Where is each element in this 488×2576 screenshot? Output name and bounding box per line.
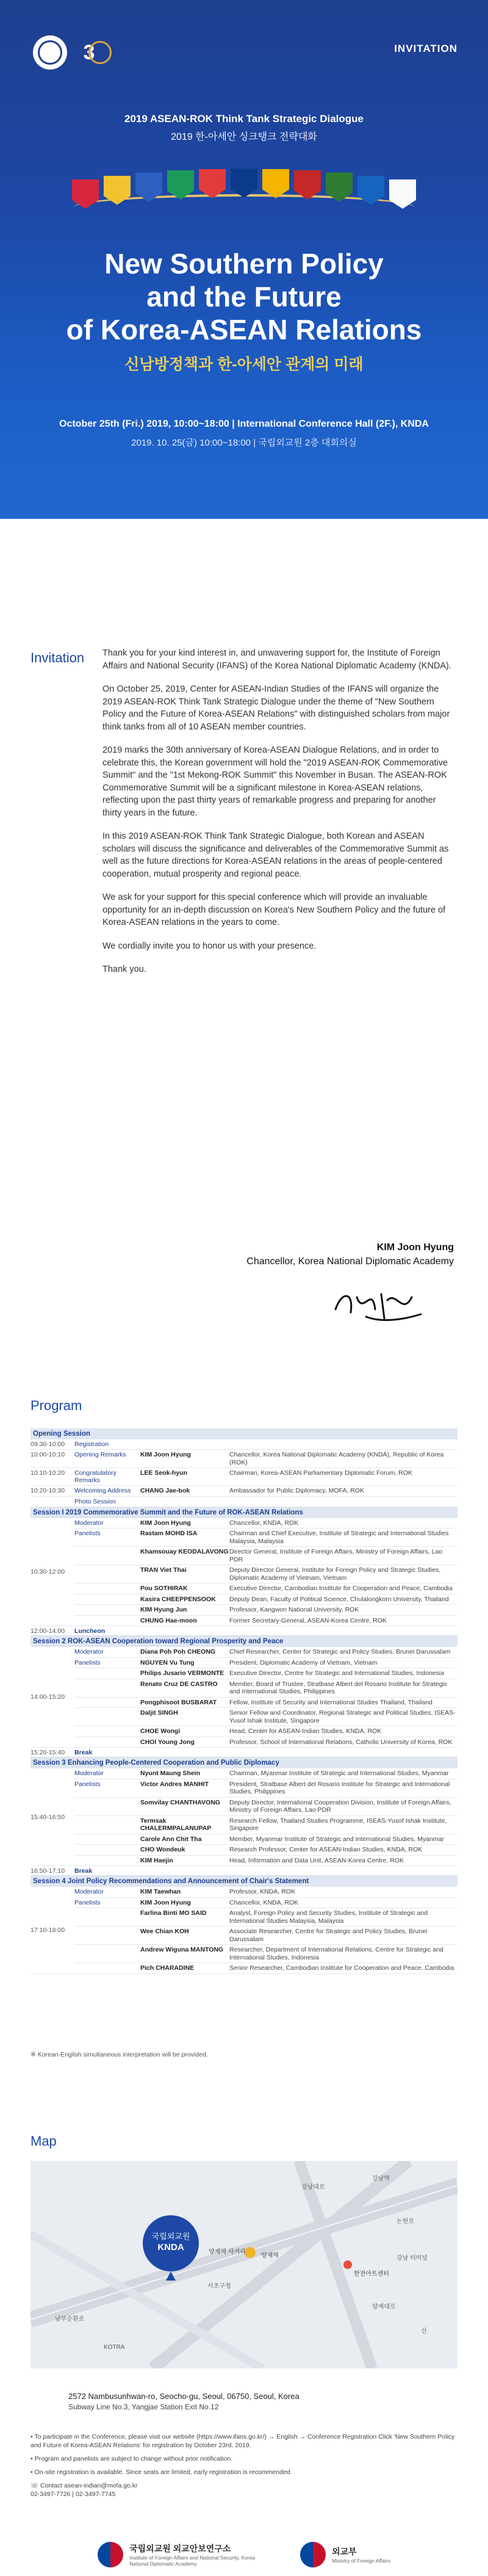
asean-flag-row	[0, 156, 488, 230]
session-time: 17:10-18:00	[30, 1887, 74, 1974]
program-aff: Executive Director, Centre for Strategic and International Studies, Indonesia	[229, 1670, 444, 1677]
program-name: Farlina Binti MO SAID	[140, 1909, 207, 1917]
venue-label-ko: 국립외교원	[151, 2232, 190, 2241]
program-aff: Deputy Director, International Cooperation Division, Institute of Foreign Affairs, Ministry of Foreign Affairs, Lao PDR	[229, 1798, 451, 1814]
program-role	[74, 1737, 140, 1748]
break-row	[30, 1748, 458, 1757]
program-role: Panelists	[74, 1898, 101, 1906]
program-row	[74, 1668, 458, 1679]
note-item: • To participate in the Conference, please visit our website (https://www.ifans.go.kr/) → English → Conference Registration Click 'New Southern Policy and Future of Korea-ASEAN Relations' for registration by October 23rd, 2019.	[30, 2433, 455, 2449]
map-label: 서초구청	[207, 2283, 231, 2290]
program-name: CHANG Jae-bok	[140, 1487, 190, 1494]
program-name	[140, 1439, 229, 1449]
program-aff: Deputy Dean, Faculty of Political Science, Chulalongkorn University, Thailand	[229, 1595, 449, 1603]
program-row	[74, 1768, 458, 1779]
break-row	[30, 1626, 458, 1636]
session-title: Session 4 Joint Policy Recommendations and Announcement of Chair's Statement	[30, 1876, 458, 1887]
program-name: KIM Hyung Jun	[140, 1606, 187, 1613]
program-row	[74, 1834, 458, 1845]
map-label: 강남 터미널	[396, 2255, 428, 2262]
program-aff: Professor, KNDA, ROK	[229, 1888, 295, 1895]
program-role: Moderator	[74, 1648, 104, 1655]
subway-directions: Subway Line No.3, Yangjae Station Exit No.12	[68, 2403, 219, 2411]
program-name: CHO Wondeuk	[140, 1846, 185, 1853]
map-label: KOTRA	[104, 2344, 125, 2351]
title-line: and the Future	[146, 281, 342, 313]
program-name: Wee Chian KOH	[140, 1928, 189, 1935]
program-name: KIM Joon Hyung	[140, 1898, 191, 1906]
program-name: NGUYEN Vu Tung	[140, 1659, 195, 1666]
program-row	[74, 1583, 458, 1594]
program-role	[74, 1908, 140, 1926]
program-role: Opening Remarks	[74, 1451, 126, 1458]
program-row	[74, 1594, 458, 1605]
program-name: Pou SOTHIRAK	[140, 1585, 188, 1592]
program-role	[74, 1798, 140, 1815]
program-row	[74, 1565, 458, 1583]
program-role	[74, 1583, 140, 1594]
event-date-ko: 2019. 10. 25(금) 10:00~18:00 | 국립외교원 2층 대회의실	[131, 438, 357, 448]
map-heading: Map	[30, 2133, 57, 2149]
program-aff: Member, Board of Trustee, Stratbase Albert del Rosario Institute for Strategic and International Studies, Philippines	[229, 1680, 448, 1695]
session-block	[30, 1887, 458, 1974]
program-time: 10:10-10:20	[30, 1469, 65, 1477]
invitation-paragraph: On October 25, 2019, Center for ASEAN-Indian Studies of the IFANS will organize the 2019 ASEAN-ROK Think Tank Strategic Dialogue under the theme of "New Southern Policy and the Future of Korea-ASEAN Relations" with distinguished scholars from major think tanks from all of 10 ASEAN member countries.	[102, 684, 450, 732]
program-aff: Associate Researcher, Centre for Strategic and Policy Studies, Brunei Darussalam	[229, 1928, 428, 1943]
program-name: Carole Ann Chit Tha	[140, 1835, 202, 1843]
org1-name-en: Institute of Foreign Affairs and National Security, Korea National Diplomatic Academy	[129, 2555, 256, 2567]
note-item: • Program and panelists are subject to change without prior notification.	[30, 2455, 233, 2462]
event-date-en: October 25th (Fri.) 2019, 10:00~18:00 | International Conference Hall (2F.), KNDA	[59, 419, 429, 429]
org1-name: 국립외교원 외교안보연구소	[129, 2544, 231, 2553]
emblem-icon	[98, 2542, 123, 2567]
program-name: TRAN Viet Thai	[140, 1566, 187, 1574]
program-name: CHUNG Hae-moon	[140, 1616, 197, 1624]
program-row	[74, 1518, 458, 1529]
program-role	[74, 1816, 140, 1834]
program-role	[74, 1616, 140, 1626]
knda-logo	[33, 35, 67, 70]
emblem-icon	[300, 2542, 326, 2567]
program-aff: Chief Researcher, Center for Strategic and Policy Studies, Brunei Darussalam	[229, 1648, 451, 1655]
program-name: KIM Haejin	[140, 1856, 173, 1864]
program-row	[74, 1616, 458, 1627]
program-table	[30, 1428, 458, 1974]
program-role: Congratulatory Remarks	[74, 1469, 117, 1484]
program-aff: Former Secretary-General, ASEAN-Korea Centre, ROK	[229, 1616, 387, 1624]
program-name: Diana Poh Poh CHEONG	[140, 1648, 216, 1655]
map-label: 강남대로	[301, 2184, 325, 2191]
program-aff: Chairman, Myanmar Institute of Strategic and International Studies, Myanmar	[229, 1770, 449, 1777]
footer	[0, 2533, 488, 2576]
flag-icon	[231, 168, 257, 198]
program-aff: Research Professor, Center for ASEAN-Indian Studies, KNDA, ROK	[229, 1846, 423, 1853]
title-korean: 신남방정책과 한-아세안 관계의 미래	[124, 356, 364, 373]
signer-name: KIM Joon Hyung	[376, 1242, 454, 1253]
program-name: Khamsouay KEODALAVONG	[140, 1548, 229, 1555]
program-aff	[229, 1439, 458, 1449]
program-row	[74, 1898, 458, 1909]
program-role	[74, 1963, 140, 1974]
program-aff: Professor, School of International Relations, Catholic University of Korea, ROK	[229, 1738, 453, 1746]
program-aff: Chancellor, Korea National Diplomatic Academy (KNDA), Republic of Korea (ROK)	[229, 1451, 444, 1466]
signer-title: Chancellor, Korea National Diplomatic Academy	[246, 1256, 454, 1267]
program-role	[74, 1547, 140, 1565]
map-label: 양재역	[261, 2252, 279, 2259]
program-name: CHOI Young Jong	[140, 1738, 195, 1746]
program-row	[74, 1798, 458, 1816]
invitation-paragraph: 2019 marks the 30th anniversary of Korea-ASEAN Dialogue Relations, and in order to celebrate this, the Korean government will hold the "2019 ASEAN-ROK Commemorative Summit" and the "1st Mekong-ROK Summit" this November in Busan. The ASEAN-ROK Commemorative Summit will be a significant milestone in Korea-ASEAN relations, reflecting upon the past thirty years of remarkable progress and preparing for another thirty years in the future.	[102, 745, 448, 818]
program-role	[74, 1927, 140, 1944]
org2-name-en: Ministry of Foreign Affairs	[332, 2558, 390, 2564]
contact-info: ☏ Contact asean-indian@mofa.go.kr 02-3497-7726 | 02-3497-7745	[30, 2482, 138, 2498]
program-row	[74, 1605, 458, 1616]
event-subtitle-ko: 2019 한-아세안 싱크탱크 전략대화	[171, 132, 317, 142]
program-role	[74, 1726, 140, 1737]
title-line: of Korea-ASEAN Relations	[66, 314, 422, 346]
session-block	[30, 1768, 458, 1866]
program-aff: Member, Myanmar Institute of Strategic and International Studies, Myanmar	[229, 1835, 444, 1843]
program-role	[74, 1698, 140, 1708]
program-time: 10:20-10:30	[30, 1487, 65, 1494]
program-role	[74, 1834, 140, 1845]
program-role: Panelists	[74, 1780, 101, 1788]
venue-label-en: KNDA	[157, 2242, 184, 2252]
program-name: CHOE Wongi	[140, 1728, 181, 1735]
session-time: 10:30-12:00	[30, 1518, 74, 1627]
program-aff: Director General, Institute of Foreign Affairs, Ministry of Foreign Affairs, Lao PDR	[229, 1548, 443, 1563]
program-name: Pich CHARADINE	[140, 1964, 195, 1972]
program-time	[30, 1497, 74, 1507]
invitation-heading: Invitation	[30, 650, 85, 665]
program-role	[74, 1845, 140, 1855]
program-time: 09:30-10:00	[30, 1441, 65, 1448]
map-label: 양재역 사거리	[209, 2249, 246, 2256]
program-row	[30, 1450, 458, 1468]
map-label: 한전아트센터	[354, 2271, 389, 2278]
break-label: Break	[74, 1749, 93, 1756]
program-name: Philips Jusario VERMONTE	[140, 1670, 224, 1677]
program-aff: Deputy Director General, Institute for Foreign Policy and Strategic Studies, Diplomatic Academy of Vietnam, Vietnam	[229, 1566, 441, 1582]
invitation-body	[102, 647, 456, 987]
org2-name: 외교부	[332, 2547, 357, 2556]
program-role	[74, 1679, 140, 1697]
program-aff: Senior Fellow and Coordinator, Regional Strategic and Political Studies, ISEAS-Yusof Ishak Institute, Singapore	[229, 1709, 456, 1724]
program-row	[30, 1468, 458, 1486]
program-aff: Chairman and Chief Executive, Institute of Strategic and International Studies Malaysia, Malaysia	[229, 1530, 449, 1545]
program-aff: Professor, Kangwon National University, ROK	[229, 1606, 359, 1613]
program-role	[74, 1605, 140, 1615]
program-row	[74, 1547, 458, 1565]
program-name: LEE Seok-hyun	[140, 1469, 188, 1477]
signature-image	[329, 1279, 427, 1328]
break-label: Break	[74, 1867, 93, 1875]
invitation-tag: INVITATION	[394, 43, 458, 54]
break-label: Luncheon	[74, 1627, 106, 1635]
program-role: Moderator	[74, 1770, 104, 1777]
program-aff: President, Stratbase Albert del Rosario Institute for Strategic and International Studies, Philippines	[229, 1780, 450, 1795]
program-aff: Chancellor, KNDA, ROK	[229, 1898, 299, 1906]
program-aff: Senior Researcher, Cambodian Institute for Cooperation and Peace, Cambodia	[229, 1964, 454, 1972]
program-name: Somvilay CHANTHAVONG	[140, 1798, 221, 1806]
program-aff: Executive Director, Cambodian Institute for Cooperation and Peace, Cambodia	[229, 1585, 453, 1592]
program-row	[74, 1647, 458, 1658]
program-aff: Head, Information and Data Unit, ASEAN-Korea Centre, ROK	[229, 1856, 404, 1864]
ifans-logo	[98, 2542, 264, 2567]
map-drawing	[30, 2161, 458, 2368]
program-aff: Chancellor, KNDA, ROK	[229, 1519, 299, 1527]
session-title: Session 3 Enhancing People-Centered Cooperation and Public Diplomacy	[30, 1757, 458, 1768]
program-row	[74, 1887, 458, 1898]
logo-row	[33, 35, 116, 70]
session-time: 15:40-16:50	[30, 1768, 74, 1866]
program-name: Daljit SINGH	[140, 1709, 178, 1717]
program-row	[74, 1816, 458, 1834]
program-name: Victor Andres MANHIT	[140, 1780, 209, 1788]
program-row	[74, 1658, 458, 1669]
program-row	[74, 1845, 458, 1856]
session-block	[30, 1518, 458, 1627]
map-label: 양재대로	[372, 2304, 396, 2310]
program-name: Pongphisoot BUSBARAT	[140, 1698, 217, 1706]
mofa-logo	[300, 2542, 390, 2567]
program-row	[74, 1856, 458, 1867]
program-name: Renato Cruz DE CASTRO	[140, 1680, 218, 1688]
program-row	[74, 1698, 458, 1709]
invitation-paragraph: In this 2019 ASEAN-ROK Think Tank Strategic Dialogue, both Korean and ASEAN scholars will discuss the significance and deliverables of the Commemorative Summit as well as the future directions for Korea-ASEAN relations in the areas of people-centered cooperation, mutual prosperity and regional peace.	[102, 831, 449, 879]
program-heading: Program	[30, 1398, 82, 1413]
invitation-paragraph: We ask for your support for this special conference which will provide an invaluable opportunity for an in-depth discussion on Korea's New Southern Policy and the future of Korea-ASEAN relations in the years to come.	[102, 892, 446, 927]
program-aff: Researcher, Department of International Relations, Centre for Strategic and International Studies, Indonesia	[229, 1946, 443, 1961]
program-role: Moderator	[74, 1519, 104, 1527]
invitation-paragraph: Thank you.	[102, 964, 146, 974]
program-role: Registration	[74, 1441, 109, 1448]
program-row	[74, 1679, 458, 1698]
program-role: Welcoming Address	[74, 1487, 131, 1494]
anniversary-logo: 3	[79, 35, 116, 70]
program-row	[74, 1927, 458, 1945]
program-name: Termsak CHALERMPALANUPAP	[140, 1817, 212, 1832]
session-block	[30, 1647, 458, 1748]
map-label: 강남역	[372, 2176, 390, 2182]
program-name: Nyunt Maung Shein	[140, 1770, 200, 1777]
program-aff: Analyst, Foreign Policy and Security Studies, Institute of Strategic and International Studies Malaysia, Malaysia	[229, 1909, 428, 1925]
program-role: Panelists	[74, 1659, 101, 1666]
program-role	[74, 1668, 140, 1679]
program-time: 10:00-10:10	[30, 1451, 65, 1458]
title-line: New Southern Policy	[104, 248, 384, 280]
break-time: 12:00-14:00	[30, 1627, 65, 1635]
invitation-paragraph: We cordially invite you to honor us with your presence.	[102, 941, 317, 951]
program-row	[30, 1486, 458, 1497]
program-aff: Research Fellow, Thailand Studies Programme, ISEAS-Yusof Ishak Institute, Singapore	[229, 1817, 447, 1832]
program-note: ※ Korean-English simultaneous interpretation will be provided.	[30, 2051, 208, 2058]
program-name: Andrew Wiguna MANTONG	[140, 1946, 224, 1953]
program-aff: Fellow, Institute of Security and International Studies Thailand, Thailand	[229, 1698, 432, 1706]
map-label: 논현로	[396, 2218, 414, 2225]
break-time: 15:20-15:40	[30, 1749, 65, 1756]
program-name: KIM Taewhan	[140, 1888, 181, 1895]
invitation-paragraph: Thank you for your kind interest in, and unwavering support for, the Institute of Foreign Affairs and National Security (IFANS) of the Korea National Diplomatic Academy (KNDA).	[102, 648, 451, 671]
map-label: 남부순환로	[55, 2316, 85, 2323]
main-title	[0, 247, 488, 346]
program-name: Kasira CHEEPPENSOOK	[140, 1595, 216, 1603]
program-row	[74, 1726, 458, 1737]
program-row	[30, 1439, 458, 1450]
program-role	[74, 1565, 140, 1583]
session-title: Opening Session	[30, 1428, 458, 1439]
program-role	[74, 1708, 140, 1726]
event-subtitle-en: 2019 ASEAN-ROK Think Tank Strategic Dialogue	[124, 113, 364, 125]
notes-list	[30, 2433, 458, 2503]
program-aff: President, Diplomatic Academy of Vietnam, Vietnam	[229, 1659, 378, 1666]
program-name: KIM Joon Hyung	[140, 1451, 191, 1458]
session-time: 14:00-15:20	[30, 1647, 74, 1748]
location-map	[30, 2161, 458, 2368]
program-role: Photo Session	[74, 1497, 116, 1505]
program-row	[74, 1529, 458, 1547]
program-role	[74, 1856, 140, 1866]
program-aff: Ambassador for Public Diplomacy, MOFA, ROK	[229, 1487, 364, 1494]
program-row	[74, 1779, 458, 1798]
program-row	[74, 1945, 458, 1963]
program-role	[74, 1594, 140, 1605]
program-name	[140, 1497, 229, 1507]
session-title: Session 2 ROK-ASEAN Cooperation toward Regional Prosperity and Peace	[30, 1636, 458, 1647]
program-name: Rastam MOHD ISA	[140, 1530, 198, 1537]
program-role	[74, 1945, 140, 1963]
break-time: 16:50-17:10	[30, 1867, 65, 1875]
program-aff: Head, Center for ASEAN-Indian Studies, KNDA, ROK	[229, 1728, 382, 1735]
program-row	[74, 1963, 458, 1974]
program-role: Panelists	[74, 1530, 101, 1537]
program-row	[74, 1737, 458, 1748]
venue-address: 2572 Nambusunhwan-ro, Seocho-gu, Seoul, 06750, Seoul, Korea	[68, 2392, 300, 2401]
program-aff	[229, 1497, 458, 1507]
program-row	[74, 1708, 458, 1726]
program-name: KIM Joon Hyung	[140, 1519, 191, 1527]
program-role: Moderator	[74, 1888, 104, 1895]
map-label: 선	[421, 2328, 427, 2335]
hero-banner	[0, 0, 488, 519]
session-title: Session I 2019 Commemorative Summit and the Future of ROK-ASEAN Relations	[30, 1507, 458, 1518]
break-row	[30, 1866, 458, 1876]
program-aff: Chairman, Korea-ASEAN Parliamentary Diplomatic Forum, ROK	[229, 1469, 412, 1477]
note-item: • On-site registration is available. Since seats are limited, early registration is recommended.	[30, 2469, 292, 2476]
program-row	[30, 1497, 458, 1507]
program-row	[74, 1908, 458, 1927]
